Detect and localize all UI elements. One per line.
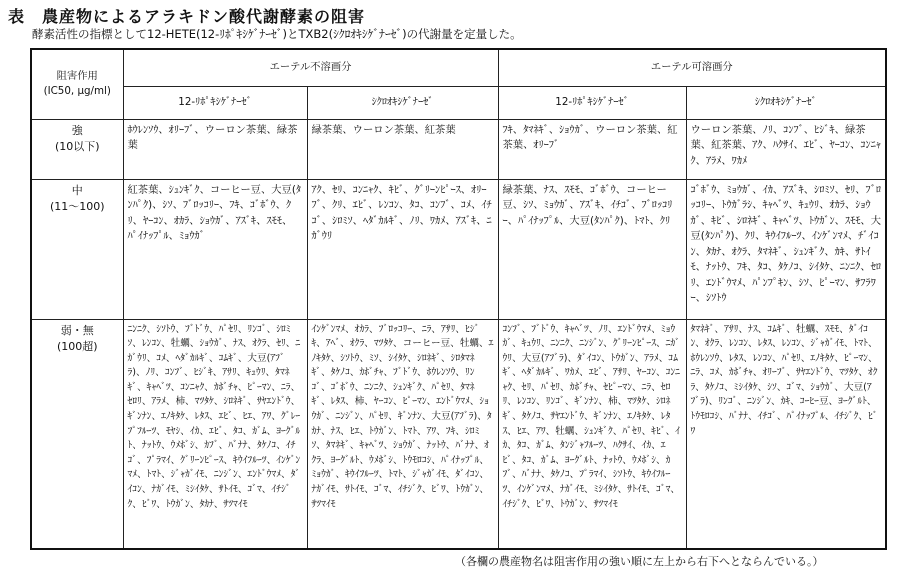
group-header-soluble: エーテル可溶画分 [498, 49, 886, 86]
table-row [31, 119, 886, 179]
row-label-strong [31, 119, 123, 179]
col-header-cyclooxygenase-soluble: ｼｸﾛｵｷｼｹﾞﾅｰｾﾞ [686, 86, 886, 119]
row-label-text: 中 (11〜100) [49, 183, 105, 213]
col-header-lipoxygenase-soluble: 12-ﾘﾎﾟｷｼｹﾞﾅｰｾﾞ [498, 86, 686, 119]
table-cell: ｲﾝｹﾞﾝﾏﾒ、ｵｶﾗ、ﾌﾞﾛｯｺﾘｰ、ﾆﾗ、ｱｻﾘ、ﾋｼﾞｷ、ｱﾍﾞ、ｵｸﾗ、ﾏﾂﾀｹ、コーヒー豆、牡蠣、ｴﾉｷﾀｹ、ｼｿﾄｳ、ﾐｿ、ｼｲﾀｹ、ｼﾛﾈｷﾞ、ｼﾛﾀﾏﾈｷﾞ、ﾀｹﾉｺ、ｶﾎﾞﾁｬ、ﾌﾞﾄﾞｳ、ﾎｳﾚﾝｿｳ、ﾘﾝｺﾞ、ｺﾞﾎﾞｳ、ﾆﾝﾆｸ、ｼｭﾝｷﾞｸ、ﾊﾟｾﾘ、ﾀﾏﾈｷﾞ、ﾚﾀｽ、柿、ﾔｰｺﾝ、ﾋﾟｰﾏﾝ、ｴﾝﾄﾞｳﾏﾒ、ｼｮｳｶﾞ、ﾆﾝｼﾞﾝ、ﾊﾟｾﾘ、ｷﾞﾝﾅﾝ、大豆(ｱﾌﾞﾗ)、ﾀｶﾅ、ﾅｽ、ﾋｴ、ﾄｳｶﾞﾝ、ﾄﾏﾄ、ｱﾜ、ﾌｷ、ｼﾛﾐｿ、ﾀﾏﾈｷﾞ、ｷｬﾍﾞﾂ、ｼｮｳｶﾞ、ﾅｯﾄｳ、ﾊﾞﾅﾅ、ｵｸﾗ、ﾖｰｸﾞﾙﾄ、ｳﾒﾎﾞｼ、ﾄｳﾓﾛｺｼ、ﾊﾟｲﾅｯﾌﾟﾙ、ﾐｮｳｶﾞ、ｷｳｲﾌﾙｰﾂ、ﾄﾏﾄ、ｼﾞｬｶﾞｲﾓ、ﾀﾞｲｺﾝ、ﾅｶﾞｲﾓ、ｻﾄｲﾓ、ｺﾞﾏ、ｲﾁｼﾞｸ、ﾋﾞﾜ、ﾄｳｶﾞﾝ、ｻﾂﾏｲﾓ [307, 319, 498, 549]
row-label-medium [31, 179, 123, 319]
table-cell: ﾆﾝﾆｸ、ｼｿﾄｳ、ﾌﾞﾄﾞｳ、ﾊﾟｾﾘ、ﾘﾝｺﾞ、ｼﾛﾐｿ、ﾚﾝｺﾝ、牡蠣、ｼｮｳｶﾞ、ﾅｽ、ｵｸﾗ、ｾﾘ、ﾆｶﾞｳﾘ、ｺﾒ、ﾍﾀﾞｶﾙｷﾞ、ｺﾑｷﾞ、大豆(ｱﾌﾞﾗ)、ﾉﾘ、ｺﾝﾌﾞ、ﾋｼﾞｷ、ｱｻﾘ、ｷｭｳﾘ、ﾀﾏﾈｷﾞ、ｷｬﾍﾞﾂ、ｺﾝﾆｬｸ、ｶﾎﾞﾁｬ、ﾋﾟｰﾏﾝ、ﾆﾗ、ｾﾛﾘ、ｱﾗﾒ、柿、ﾏﾂﾀｹ、ｼﾛﾈｷﾞ、ｻﾔｴﾝﾄﾞｳ、ｷﾞﾝﾅﾝ、ｴﾉｷﾀｹ、ﾚﾀｽ、ｴﾋﾞ、ﾋｴ、ｱﾜ、ｸﾞﾚｰﾌﾟﾌﾙｰﾂ、ﾓﾔｼ、ｲｶ、ｴﾋﾞ、ﾀｺ、ｶﾞﾑ、ﾖｰｸﾞﾙﾄ、ﾅｯﾄｳ、ｳﾒﾎﾞｼ、ｶﾌﾞ、ﾊﾞﾅﾅ、ﾀｹﾉｺ、ｲﾁｺﾞ、ﾌﾟﾗﾏｲ、ｸﾞﾘｰﾝﾋﾟｰｽ、ｷｳｲﾌﾙｰﾂ、ｲﾝｹﾞﾝﾏﾒ、ﾄﾏﾄ、ｼﾞｬｶﾞｲﾓ、ﾆﾝｼﾞﾝ、ｴﾝﾄﾞｳﾏﾒ、ﾀﾞｲｺﾝ、ﾅｶﾞｲﾓ、ﾐｼｲﾀｹ、ｻﾄｲﾓ、ｺﾞﾏ、ｲﾁｼﾞｸ、ﾋﾞﾜ、ﾄｳｶﾞﾝ、ﾀｶﾅ、ｻﾂﾏｲﾓ [123, 319, 307, 549]
table-cell: ウーロン茶葉、ﾉﾘ、ｺﾝﾌﾞ、ﾋｼﾞｷ、緑茶葉、紅茶葉、ｱｸ、ﾊｸｻｲ、ｴﾋﾞ、ﾔｰｺﾝ、ｺﾝﾆｬｸ、ｱﾗﾒ、ﾜｶﾒ [686, 119, 886, 179]
corner-header-text: 阻害作用 (IC50, μg/ml) [43, 69, 111, 98]
corner-header [31, 49, 123, 119]
table-title: 表 農産物によるアラキドン酸代謝酵素の阻害 [8, 7, 366, 26]
row-label-text: 強 (10以下) [54, 123, 100, 153]
table-cell: 紅茶葉、ｼｭﾝｷﾞｸ、コーヒー豆、大豆(ﾀﾝﾊﾟｸ)、ｼｿ、ﾌﾞﾛｯｺﾘｰ、ﾌｷ、ｺﾞﾎﾞｳ、ｸﾘ、ﾔｰｺﾝ、ｵｶﾗ、ｼｮｳｶﾞ、ｱｽﾞｷ、ｽﾓﾓ、ﾊﾟｲﾅｯﾌﾟﾙ、ﾐｮｳｶﾞ [123, 179, 307, 319]
table-cell: 緑茶葉、ﾅｽ、ｽﾓﾓ、ｺﾞﾎﾞｳ、コーヒー豆、ｼｿ、ﾐｮｳｶﾞ、ｱｽﾞｷ、ｲﾁｺﾞ、ﾌﾞﾛｯｺﾘｰ、ﾊﾟｲﾅｯﾌﾟﾙ、大豆(ﾀﾝﾊﾟｸ)、ﾄﾏﾄ、ｸﾘ [498, 179, 686, 319]
table-subtitle: 酵素活性の指標として12-HETE(12-ﾘﾎﾟｷｼｹﾞﾅｰｾﾞ)とTXB2(ｼｸﾛｵｷｼｹﾞﾅｰｾﾞ)の代謝量を定量した。 [32, 27, 522, 41]
table-row [31, 319, 886, 549]
col-header-cyclooxygenase-insoluble: ｼｸﾛｵｷｼｹﾞﾅｰｾﾞ [307, 86, 498, 119]
table-row [31, 179, 886, 319]
footnote: （各欄の農産物名は阻害作用の強い順に左上から右下へとならんでいる。） [455, 555, 824, 568]
row-label-weak [31, 319, 123, 549]
table-cell: ﾎｳﾚﾝｿｳ、ｵﾘｰﾌﾞ、ウーロン茶葉、緑茶葉 [123, 119, 307, 179]
group-header-insoluble: エーテル不溶画分 [123, 49, 498, 86]
col-header-lipoxygenase-insoluble: 12-ﾘﾎﾟｷｼｹﾞﾅｰｾﾞ [123, 86, 307, 119]
table-cell: 緑茶葉、ウーロン茶葉、紅茶葉 [307, 119, 498, 179]
table-cell: ｱｸ、ｾﾘ、ｺﾝﾆｬｸ、ｷﾋﾞ、ｸﾞﾘｰﾝﾋﾟｰｽ、ｵﾘｰﾌﾞ、ｸﾘ、ｴﾋﾞ、ﾚﾝｺﾝ、ﾀｺ、ｺﾝﾌﾞ、ｺﾒ、ｲﾁｺﾞ、ｼﾛﾐｿ、ﾍﾀﾞｶﾙｷﾞ、ﾉﾘ、ﾜｶﾒ、ｱｽﾞｷ、ﾆｶﾞｳﾘ [307, 179, 498, 319]
table-cell: ﾀﾏﾈｷﾞ、ｱｻﾘ、ﾅｽ、ｺﾑｷﾞ、牡蠣、ｽﾓﾓ、ﾀﾞｲｺﾝ、ｵｸﾗ、ﾚﾝｺﾝ、ﾚﾀｽ、ﾚﾝｺﾝ、ｼﾞｬｶﾞｲﾓ、ﾄﾏﾄ、ﾎｳﾚﾝｿｳ、ﾚﾀｽ、ﾚﾝｺﾝ、ﾊﾟｾﾘ、ｴﾉｷﾀｹ、ﾋﾟｰﾏﾝ、ﾆﾗ、ｺﾒ、ｶﾎﾞﾁｬ、ｵﾘｰﾌﾞ、ｻﾔｴﾝﾄﾞｳ、ﾏﾂﾀｹ、ｵｸﾗ、ﾀｹﾉｺ、ﾐｼｲﾀｹ、ｼｿ、ｺﾞﾏ、ｼｮｳｶﾞ、大豆(ｱﾌﾞﾗ)、ﾘﾝｺﾞ、ﾆﾝｼﾞﾝ、ｶｷ、ｺｰﾋｰ豆、ﾖｰｸﾞﾙﾄ、ﾄｳﾓﾛｺｼ、ﾊﾞﾅﾅ、ｲﾁｺﾞ、ﾊﾟｲﾅｯﾌﾟﾙ、ｲﾁｼﾞｸ、ﾋﾞﾜ [686, 319, 886, 549]
inhibition-table [30, 48, 887, 550]
table-cell: ｺﾝﾌﾞ、ﾌﾞﾄﾞｳ、ｷｬﾍﾞﾂ、ﾉﾘ、ｴﾝﾄﾞｳﾏﾒ、ﾐｮｳｶﾞ、ｷｭｳﾘ、ﾆﾝﾆｸ、ﾆﾝｼﾞﾝ、ｸﾞﾘｰﾝﾋﾟｰｽ、ﾆｶﾞｳﾘ、大豆(ｱﾌﾞﾗ)、ﾀﾞｲｺﾝ、ﾄｳｶﾞﾝ、ｱﾗﾒ、ｺﾑｷﾞ、ﾍﾀﾞｶﾙｷﾞ、ﾜｶﾒ、ｴﾋﾞ、ｱｻﾘ、ﾔｰｺﾝ、ｺﾝﾆｬｸ、ｾﾘ、ﾊﾟｾﾘ、ｶﾎﾞﾁｬ、ｾﾋﾟｰﾏﾝ、ﾆﾗ、ｾﾛﾘ、ﾚﾝｺﾝ、ﾘﾝｺﾞ、ｷﾞﾝﾅﾝ、柿、ﾏﾂﾀｹ、ｼﾛﾈｷﾞ、ﾀｹﾉｺ、ｻﾔｴﾝﾄﾞｳ、ｷﾞﾝﾅﾝ、ｴﾉｷﾀｹ、ﾚﾀｽ、ﾋｴ、ｱﾜ、牡蠣、ｼｭﾝｷﾞｸ、ﾊﾟｾﾘ、ｷﾋﾞ、ｲｶ、ﾀｺ、ｶﾞﾑ、ﾀﾝｼﾞｬﾌﾙｰﾂ、ﾊｸｻｲ、ｲｶ、ｴﾋﾞ、ﾀｺ、ｶﾞﾑ、ﾖｰｸﾞﾙﾄ、ﾅｯﾄｳ、ｳﾒﾎﾞｼ、ｶﾌﾞ、ﾊﾞﾅﾅ、ﾀｹﾉｺ、ﾌﾟﾗﾏｲ、ｼｿﾄｳ、ｷｳｲﾌﾙｰﾂ、ｲﾝｹﾞﾝﾏﾒ、ﾅｶﾞｲﾓ、ﾐｼｲﾀｹ、ｻﾄｲﾓ、ｺﾞﾏ、ｲﾁｼﾞｸ、ﾋﾞﾜ、ﾄｳｶﾞﾝ、ｻﾂﾏｲﾓ [498, 319, 686, 549]
row-label-text: 弱・無 (100超) [56, 323, 98, 353]
table-cell: ﾌｷ、ﾀﾏﾈｷﾞ、ｼｮｳｶﾞ、ウーロン茶葉、紅茶葉、ｵﾘｰﾌﾞ [498, 119, 686, 179]
table-cell: ｺﾞﾎﾞｳ、ﾐｮｳｶﾞ、ｲｶ、ｱｽﾞｷ、ｼﾛﾐｿ、ｾﾘ、ﾌﾞﾛｯｺﾘｰ、ﾄｳｶﾞﾗｼ、ｷｬﾍﾞﾂ、ｷｭｳﾘ、ｵｶﾗ、ｼｮｳｶﾞ、ｷﾋﾞ、ｼﾛﾈｷﾞ、ｷｬﾍﾞﾂ、ﾄｳｶﾞﾝ、ｽﾓﾓ、大豆(ﾀﾝﾊﾟｸ)、ｸﾘ、ｷｳｲﾌﾙｰﾂ、ｲﾝｹﾞﾝﾏﾒ、ﾁﾞｲｺﾝ、ﾀｶﾅ、ｵｸﾗ、ﾀﾏﾈｷﾞ、ｼｭﾝｷﾞｸ、ｶｷ、ｻﾄｲﾓ、ﾅｯﾄｳ、ﾌｷ、ﾀｺ、ﾀｹﾉｺ、ｼｲﾀｹ、ﾆﾝﾆｸ、ｾﾛﾘ、ｴﾝﾄﾞｳﾏﾒ、ﾊﾟﾝﾌﾟｷﾝ、ｼｿ、ﾋﾟｰﾏﾝ、ｻﾌﾗﾜｰ、ｼｿﾄｳ [686, 179, 886, 319]
